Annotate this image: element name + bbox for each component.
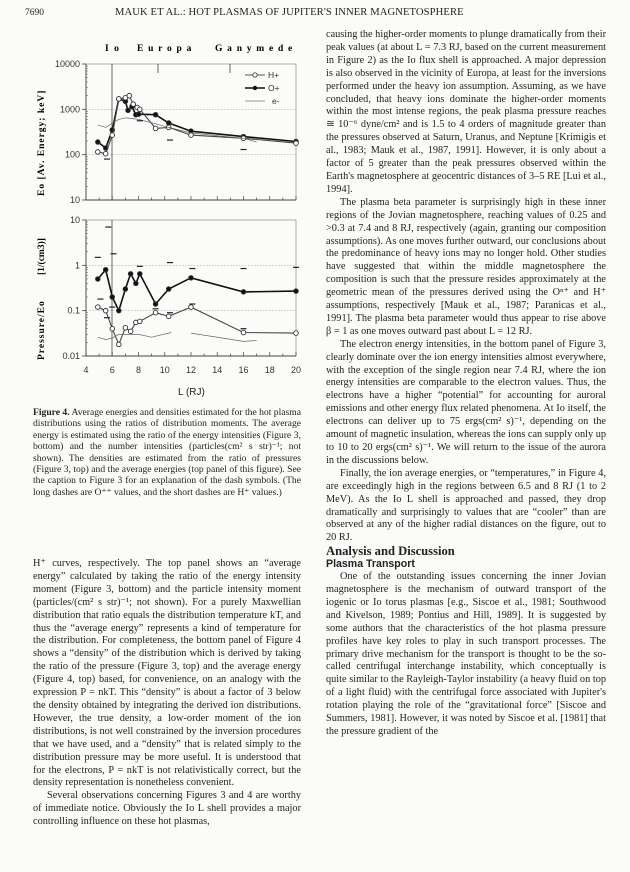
- bottom-y-axis-units: [1/(cm3)]: [37, 238, 47, 275]
- x-tick-label: 14: [212, 365, 223, 375]
- paragraph: Finally, the ion average energies, or “temperatures,” in Figure 4, are exceedingly high in the regions between 6.5 and 8 RJ (1 to 2 MeV). As the Io L shell is approached and passed, they drop dramatically and surprisingly to values that are “cooler” than are observed at any of the higher radial distances on the figure, out to 20 RJ.: [326, 467, 606, 544]
- paragraph: The electron energy intensities, in the bottom panel of Figure 3, clearly dominate over the ion energy intensities almost everywhere, with the exception of the single region near 7.4 RJ, where the ion energy intensities are comparable to the electron values. Thus, the electrons have a higher “potential” for accounting for auroral emissions and other energy flux related phenomena. At Io itself, the electrons can deliver up to 75 ergs(cm² s)⁻¹, depending on the amount of magnetic insulation, whereas the ions can supply only up to 10 to 20 ergs(cm² s)⁻¹. We will return to the issue of the aurora in the discussions below.: [326, 338, 606, 466]
- x-tick-label: 20: [290, 365, 302, 375]
- x-axis-label: L (RJ): [178, 387, 205, 398]
- y-tick-label: 0.01: [62, 351, 80, 361]
- left-column: [33, 558, 301, 829]
- x-tick-label: 4: [83, 365, 89, 375]
- y-tick-label: 10: [69, 195, 80, 205]
- y-tick-label: 10: [69, 215, 80, 225]
- bottom-y-axis-label: Pressure/Eo: [37, 300, 47, 360]
- top-y-axis-label: Eo [Av. Energy; keV]: [37, 89, 47, 196]
- x-tick-label: 8: [135, 365, 142, 375]
- moon-label-io: I o: [105, 44, 121, 54]
- moon-label-europa: E u r o p a: [137, 44, 193, 54]
- top-panel: [37, 44, 298, 205]
- running-header: [0, 6, 630, 22]
- page-number: 7690: [25, 8, 44, 18]
- moon-label-ganymede: G a n y m e d e: [215, 44, 294, 54]
- paragraph: The plasma beta parameter is surprisingly high in these inner regions of the Jovian magnetosphere, reaching values of 0.25 and >0.3 at 7.4 and 8 RJ, respectively (again, granting our composition assumptions). As one moves further outward, our conclusions about the predominance of heavy ions may no longer hold. Other studies have suggested that within the middle magnetosphere the composition is such that the pressure resides approximately at the geometric mean of the pressures derived using the Oⁿ⁺ and H⁺ assumptions, respectively [Mauk et al., 1987; Paranicas et al., 1991]. The plasma beta parameter would thus appear to rise above β = 1 as one moves outward past about L = 12 RJ.: [326, 196, 606, 337]
- paragraph: Several observations concerning Figures 3 and 4 are worthy of immediate notice. Obviously the Io L shell provides a major controlling influence on these hot plasmas,: [33, 790, 301, 828]
- open-circle-icon: [253, 73, 257, 77]
- section-heading: Analysis and Discussion: [326, 544, 455, 559]
- figure-4-chart: [0, 30, 310, 405]
- y-tick-label: 10000: [54, 59, 80, 69]
- caption-label: Figure 4.: [33, 407, 70, 418]
- legend-e-minus: e-: [272, 96, 280, 106]
- y-tick-label: 0.1: [67, 305, 80, 316]
- legend-o-plus: O+: [268, 83, 280, 93]
- y-tick-label: 100: [64, 149, 80, 160]
- subsection-heading: Plasma Transport: [326, 558, 415, 571]
- paragraph: H⁺ curves, respectively. The top panel shows an “average energy” calculated by taking the ratio of the energy intensity moment (Figure 3, bottom) and the particle intensity moment (particles/(cm² s str)⁻¹; not shown). For a purely Maxwellian distribution that ratio equals the distribution temperature kT, and thus the “average energy” represents a kind of temperature for the distribution. For completeness, the bottom panel of Figure 4 shows a “density” of the distribution which is derived by taking the ratio of the pressure (Figure 3, top) and the average energy (Figure 4, top) based, for convenience, on an analogy with the expression P = nkT. This “density” is about a factor of 3 below the density obtained by integrating the derived ion distributions. However, the true density, a low-order moment of the ion distributions, is not well constrained by the inversion procedures that we have used, and a “density” that is related simply to the distribution pressure may be more useful. It is understood that for the electrons, P = nkT is not relativistically correct, but the density representation is nonetheless convenient.: [33, 558, 301, 789]
- y-tick-label: 1000: [59, 104, 80, 115]
- x-tick-label: 18: [264, 365, 275, 375]
- paragraph: causing the higher-order moments to plunge dramatically from their peak values (at about L = 7.3 RJ, based on the current measurement in Figure 2) as the Io flux shell is approached. A major depression is also observed in the vicinity of Europa, at least for the inversions performed under the heavy ion assumption. Assuming, as we have concluded, that heavy ions dominate the higher-order moments within the most intense regions, the peak plasma pressure reaches ≅ 10⁻⁶ dyne/cm² and is 1.5 to 4 orders of magnitude greater than the pressures observed at Saturn, Uranus, and Neptune [Krimigis et al., 1983; Mauk et al., 1987, 1991]. However, it is only about a factor of 5 greater than the peak pressures observed within the Earth's magnetosphere at geocentric distances of 3–5 RE [Lui et al., 1994].: [326, 29, 607, 195]
- caption-text: Average energies and densities estimated for the hot plasma distributions using the ratios of distribution moments. The average energy is estimated using the ratio of the energy intensities (Figure 3, bottom) and the number intensities (particles(cm² s str)⁻¹; not shown). The densities are estimated from the ratio of pressures (Figure 3, top) and the average energies (top panel of this figure). See the caption to Figure 3 for an explanation of the dash symbols. (The long dashes are O⁺⁺ values, and the short dashes are H⁺ values.): [33, 407, 301, 498]
- filled-circle-icon: [253, 86, 257, 90]
- y-tick-label: 1: [74, 260, 80, 271]
- figure-caption: [33, 407, 301, 498]
- x-tick-label: 16: [238, 365, 249, 375]
- x-tick-labels: [83, 365, 301, 375]
- legend-h-plus: H+: [268, 70, 280, 80]
- running-title: MAUK ET AL.: HOT PLASMAS OF JUPITER'S INNER MAGNETOSPHERE: [115, 7, 464, 18]
- paragraph: One of the outstanding issues concerning the inner Jovian magnetosphere is the mechanism of outward transport of the iogenic or Io torus plasmas [e.g., Siscoe et al., 1981; Southwood and Kivelson, 1989; Pontius and Hill, 1989]. It is suggested by some authors that the characteristics of the hot plasma pressure profiles have key roles to play in such transport processes. The primary drive mechanism for the transport is thought to be the so-called centrifugal interchange instability, which conceptually is quite similar to the Rayleigh-Taylor instability (a heavy fluid on top of a light fluid) with the centrifugal force associated with Jupiter's rotation playing the role of the “gravitational force” [Siscoe and Summers, 1981]. However, it was noted by Siscoe et al. [1981] that the pressure gradient of the: [326, 571, 606, 737]
- bottom-panel: [36, 215, 299, 361]
- x-tick-label: 10: [159, 365, 170, 375]
- chart-legend: [245, 70, 280, 106]
- x-tick-label: 12: [185, 365, 197, 375]
- right-column: [326, 29, 606, 739]
- x-tick-label: 6: [109, 365, 115, 375]
